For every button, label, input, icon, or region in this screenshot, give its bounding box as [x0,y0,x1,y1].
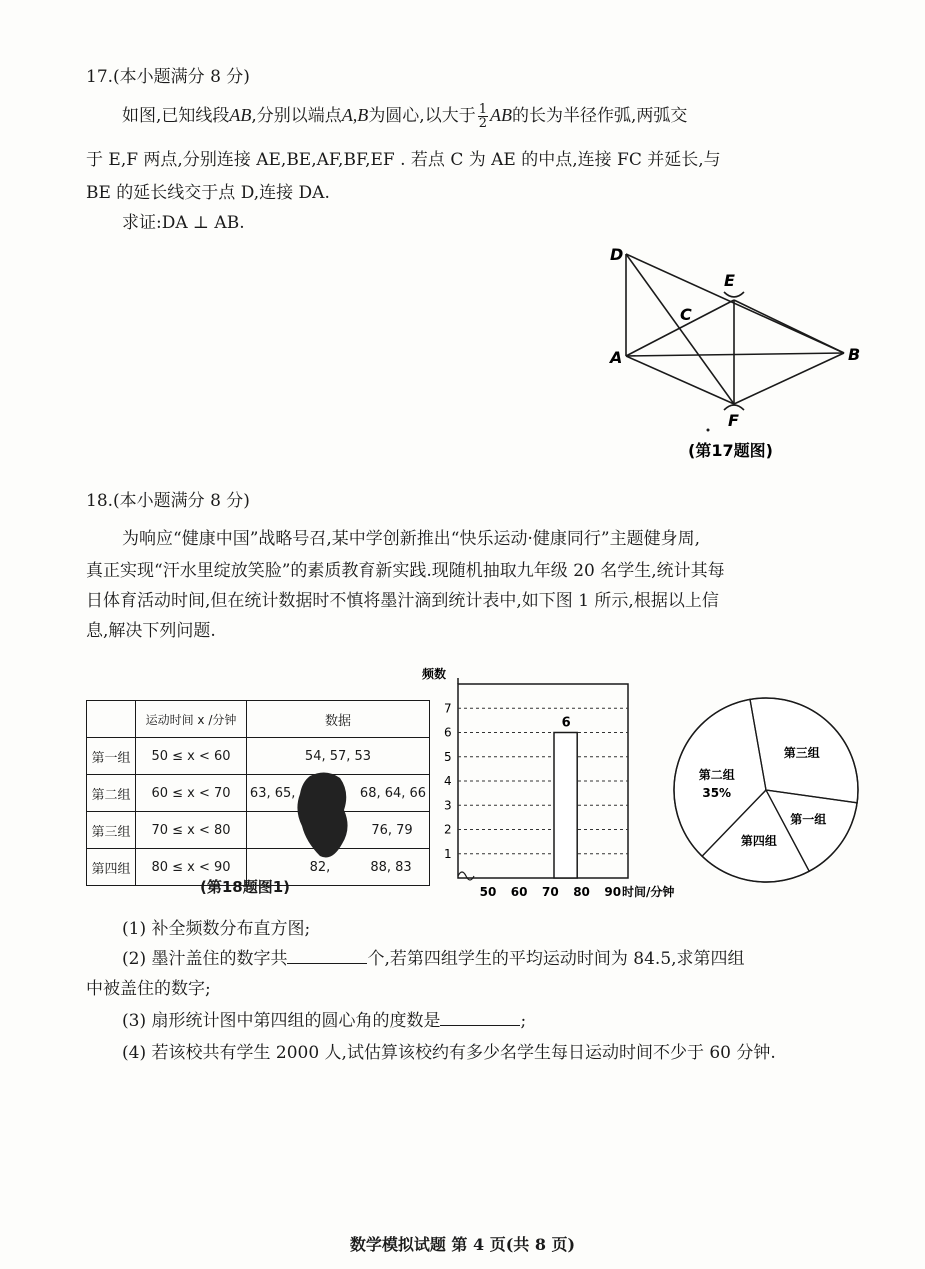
q18-p1: 为响应“健康中国”战略号召,某中学创新推出“快乐运动·健康同行”主题健身周, [122,529,700,549]
label-f: F [728,411,739,430]
q18-p3: 日体育活动时间,但在统计数据时不慎将墨汁滴到统计表中,如下图 1 所示,根据以上信 [86,591,719,611]
table-cell-data: 76, 79 [247,812,430,849]
q18-pie-chart [656,694,876,886]
q17-line1 [122,100,687,131]
segment-ab [626,353,844,356]
table-cell-range: 50 ≤ x < 60 [136,738,247,775]
histogram-bar [554,733,577,879]
q17-math-points: A,B [341,105,369,125]
q18-p2: 真正实现“汗水里绽放笑脸”的素质教育新实践.现随机抽取九年级 20 名学生,统计其每 [86,561,725,581]
segment-fb [734,353,844,404]
arc-e [724,292,744,297]
table-cell-range: 70 ≤ x < 80 [136,812,247,849]
y-tick-label: 3 [444,798,452,813]
q18-histogram [412,660,692,900]
q17-math-ab: AB [229,105,252,125]
q18-sub2: (2) 墨汁盖住的数字共 个,若第四组学生的平均运动时间为 84.5,求第四组 [122,944,745,974]
pie-slice-label: 第二组 [698,767,735,782]
pie-slice-label: 第一组 [790,812,827,827]
axis-break-mark [458,872,474,880]
table-cell-group: 第一组 [87,738,136,775]
table-cell-range: 60 ≤ x < 70 [136,775,247,812]
y-tick-label: 4 [444,774,452,788]
table-header-cell: 数据 [247,701,430,738]
page-footer: 数学模拟试题 第 4 页(共 8 页) [349,1235,576,1254]
label-e: E [724,271,735,290]
label-c: C [680,305,692,324]
pie-slice-label: 第四组 [740,834,777,849]
label-a: A [610,348,623,367]
q18-sub3: (3) 扇形统计图中第四组的圆心角的度数是 ; [122,1006,526,1036]
segment-eb [734,300,844,353]
table-header-row [87,701,430,738]
dot-mark [707,429,710,432]
q18-data-table [86,700,430,886]
y-tick-label: 1 [444,846,452,861]
segment-df [626,254,734,404]
table-row [87,812,430,849]
pie-slice-label: 第三组 [783,745,820,760]
table-header-cell: 运动时间 x /分钟 [136,701,247,738]
q17-line1-text: 如图,已知线段 [122,106,230,126]
q17-fraction: $\frac{1}{2}$ [478,102,487,131]
arc-f [724,405,744,410]
table-cell-data: 63, 65, 68, 64, 66 [247,775,430,812]
q17-line3: BE 的延长线交于点 D,连接 DA. [86,183,330,203]
segment-af [626,356,734,404]
y-tick-label: 5 [444,749,452,764]
answer-blank-3[interactable] [440,1007,520,1026]
label-b: B [848,345,861,364]
y-tick-label: 6 [444,725,452,740]
q18-p4: 息,解决下列问题. [86,621,216,641]
table-cell-range: 80 ≤ x < 90 [136,849,247,886]
q18-header: 18.(本小题满分 8 分) [86,491,250,511]
x-tick-label: 80 [573,885,590,899]
table-header-cell [87,701,136,738]
table-row [87,775,430,812]
q18-table-caption: (第18题图1) [200,878,291,896]
q17-line2: 于 E,F 两点,分别连接 AE,BE,AF,BF,EF . 若点 C 为 AE 的中点,连接 FC 并延长,与 [86,150,721,170]
pie-slice-percent: 35% [702,785,732,800]
q17-line1-text4: 的长为半径作弧,两弧交 [512,106,688,126]
x-tick-label: 60 [510,885,528,899]
table-cell-group: 第四组 [87,849,136,886]
ink-blot-shape [297,772,347,857]
table-cell-group: 第三组 [87,812,136,849]
label-d: D [610,245,624,264]
answer-blank-2[interactable] [287,945,367,964]
q17-header: 17.(本小题满分 8 分) [86,67,250,87]
q18-sub2-line2: 中被盖住的数字; [86,979,211,999]
histogram-ylabel: 频数 [422,667,447,681]
q18-sub1: (1) 补全频数分布直方图; [122,919,311,939]
q17-line1-text2: ,分别以端点 [251,106,342,126]
q18-sub4: (4) 若该校共有学生 2000 人,试估算该校约有多少名学生每日运动时间不少于 60 分钟. [122,1043,776,1063]
table-cell-group: 第二组 [87,775,136,812]
q17-line4: 求证:DA ⊥ AB. [122,213,245,233]
table-cell-data: 82, 88, 83 [247,849,430,886]
q17-line1-text3: 为圆心,以大于 [368,106,476,126]
histogram-xlabel: 时间/分钟 [622,885,675,899]
y-tick-label: 7 [444,701,452,716]
ink-blot [292,770,354,864]
x-tick-label: 70 [542,885,559,899]
x-tick-label: 50 [479,885,497,899]
q17-caption: (第17题图) [688,441,773,460]
bar-value-label: 6 [561,715,571,731]
y-tick-label: 2 [444,822,452,837]
q17-math-ab2: AB [490,105,512,125]
table-cell-data: 54, 57, 53 [247,738,430,775]
x-tick-label: 90 [604,885,622,899]
table-row [87,738,430,775]
q17-figure [600,238,880,468]
